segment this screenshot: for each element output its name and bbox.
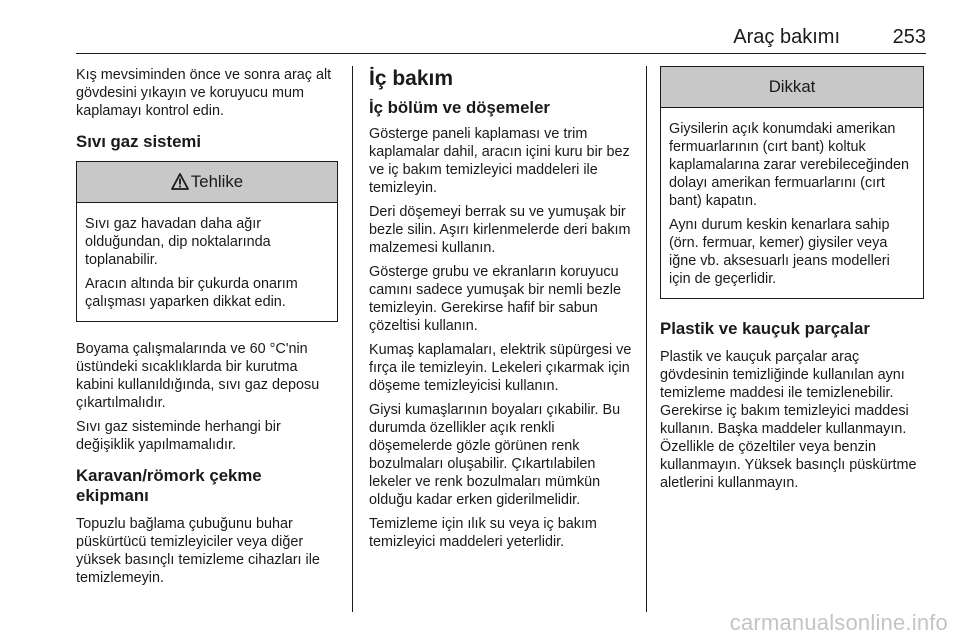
column-1 <box>76 66 338 593</box>
interior-care-heading: İç bakım <box>369 67 454 90</box>
paint-paragraph: Boyama çalışmalarında ve 60 °C'nin üstündeki sıcaklıklarda bir kurutma kabini kullanıldığında, sıvı gaz deposu çıkartılmalıdır. <box>76 341 320 411</box>
danger-box-header <box>77 162 337 203</box>
interior-paragraph-5: Giysi kumaşlarının boyaları çıkabilir. Bu durumda özellikler açık renkli döşemelerde gözle görünen renk bozulmaları oluşabilir. Çıkartılabilen lekeler ve renk bozulmaları mümkün olduğu kadar erken giderilmelidir. <box>369 402 621 508</box>
interior-upholstery-subheading: İç bölüm ve döşemeler <box>369 98 550 117</box>
column-divider-left <box>352 66 353 612</box>
page-title: Araç bakımı <box>733 26 840 48</box>
danger-box <box>76 161 338 322</box>
caution-paragraph-1: Giysilerin açık konumdaki amerikan fermuarlarının (cırt bant) koltuk kaplamalarına zarar verebileceğinden dolayı amerikan fermuarlarını (cırt bant) kapatın. <box>669 121 909 209</box>
intro-paragraph: Kış mevsiminden önce ve sonra araç alt gövdesini yıkayın ve koruyucu mum kaplamayı kontrol edin. <box>76 67 332 119</box>
interior-paragraph-2: Deri döşemeyi berrak su ve yumuşak bir bezle silin. Aşırı kirlenmelerde deri bakım malzemesi kullanın. <box>369 204 631 256</box>
watermark: carmanualsonline.info <box>729 610 948 635</box>
caution-box-header: Dikkat <box>661 67 923 108</box>
page-number: 253 <box>892 26 926 48</box>
column-3 <box>660 66 924 498</box>
plastic-rubber-heading: Plastik ve kauçuk parçalar <box>660 319 870 338</box>
danger-paragraph-1: Sıvı gaz havadan daha ağır olduğundan, dip noktalarında toplanabilir. <box>85 216 271 268</box>
changes-paragraph: Sıvı gaz sisteminde herhangi bir değişiklik yapılmamalıdır. <box>76 419 281 453</box>
interior-paragraph-6: Temizleme için ılık su veya iç bakım temizleyici maddeleri yeterlidir. <box>369 516 597 550</box>
towing-heading: Karavan/römork çekme ekipmanı <box>76 466 262 505</box>
column-divider-right <box>646 66 647 612</box>
interior-paragraph-4: Kumaş kaplamaları, elektrik süpürgesi ve fırça ile temizleyin. Lekeleri çıkarmak için döşeme temizleyicisi kullanın. <box>369 342 632 394</box>
caution-box <box>660 66 924 299</box>
plastic-rubber-paragraph: Plastik ve kauçuk parçalar araç gövdesinin temizliğinde kullanılan aynı temizleme maddesi ile temizlenebilir. Gerekirse iç bakım temizleyici maddesi kullanın. Başka maddeler kullanmayın. Özellikle de çözeltiler veya benzin kullanmayın. Yüksek basınçlı püskürtme aletlerini kullanmayın. <box>660 349 917 491</box>
interior-paragraph-1: Gösterge paneli kaplaması ve trim kaplamalar dahil, aracın içini kuru bir bez ve iç bakım temizleyici maddeleri ile temizleyin. <box>369 126 630 196</box>
header-divider <box>76 53 926 54</box>
lpg-system-heading: Sıvı gaz sistemi <box>76 132 201 151</box>
caution-paragraph-2: Aynı durum keskin kenarlara sahip (örn. fermuar, kemer) giysiler veya iğne vb. aksesuarlı jeans modelleri için de geçerlidir. <box>669 217 890 287</box>
towing-paragraph: Topuzlu bağlama çubuğunu buhar püskürtücü temizleyiciler veya diğer yüksek basınçlı temizleme cihazları ile temizlemeyin. <box>76 516 320 586</box>
danger-box-label: Tehlike <box>190 172 244 191</box>
danger-paragraph-2: Aracın altında bir çukurda onarım çalışması yaparken dikkat edin. <box>85 276 298 310</box>
column-2 <box>369 66 633 557</box>
warning-triangle-icon <box>171 165 189 205</box>
interior-paragraph-3: Gösterge grubu ve ekranların koruyucu camını sadece yumuşak bir nemli bezle temizleyin. Gerekirse hafif bir sabun çözeltisi kullanın. <box>369 264 621 334</box>
page-header <box>76 24 926 52</box>
